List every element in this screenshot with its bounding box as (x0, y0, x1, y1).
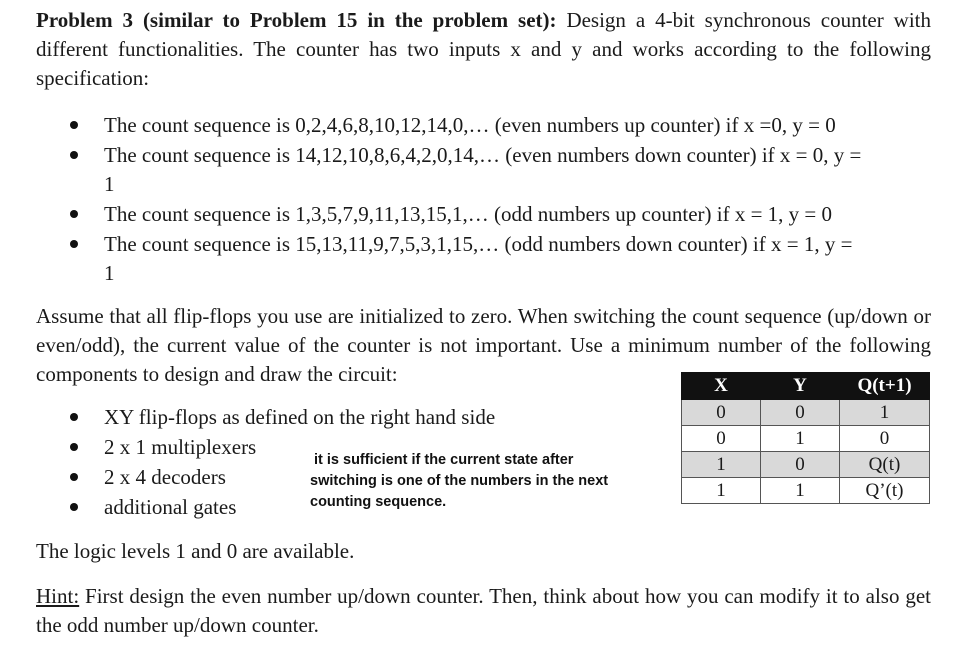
cell-q: Q’(t) (840, 478, 930, 504)
problem-intro (36, 6, 931, 93)
sequence-item-cont: 1 (104, 172, 115, 196)
bullet-icon (70, 151, 78, 159)
hint-paragraph (36, 582, 931, 640)
sequence-item-cont: 1 (104, 261, 115, 285)
table-row (682, 478, 930, 504)
header-y: Y (761, 373, 840, 400)
sequence-item: The count sequence is 1,3,5,7,9,11,13,15,1,… (odd numbers up counter) if x = 1, y = 0 (104, 202, 833, 226)
hint-label: Hint: (36, 584, 80, 608)
table-header-row (682, 373, 930, 400)
problem-intro-text: Design a 4-bit synchronous counter with different functionalities. The counter has two inputs x and y and works according to the following specification: (36, 8, 931, 90)
sequence-item: The count sequence is 15,13,11,9,7,5,3,1,15,… (odd numbers down counter) if x = 1, y = (104, 232, 853, 256)
cell-y: 0 (761, 452, 840, 478)
logic-levels-text: The logic levels 1 and 0 are available. (36, 539, 355, 563)
bullet-icon (70, 473, 78, 481)
bullet-icon (70, 121, 78, 129)
component-item: additional gates (104, 495, 237, 519)
note-line: switching is one of the numbers in the next (310, 473, 609, 489)
cell-y: 1 (761, 478, 840, 504)
hint-text: First design the even number up/down counter. Then, think about how you can modify it to also get the odd number up/down counter. (36, 584, 931, 637)
sequence-item: The count sequence is 0,2,4,6,8,10,12,14,0,… (even numbers up counter) if x =0, y = 0 (104, 113, 836, 137)
cell-q: 0 (840, 426, 930, 452)
cell-y: 0 (761, 400, 840, 426)
annotation-note (310, 450, 608, 513)
bullet-icon (70, 210, 78, 218)
note-line: it is sufficient if the current state after (314, 452, 574, 468)
component-item: XY flip-flops as defined on the right hand side (104, 405, 496, 429)
xy-flipflop-truth-table (681, 372, 930, 504)
component-item: 2 x 4 decoders (104, 465, 226, 489)
header-x: X (682, 373, 761, 400)
cell-x: 1 (682, 478, 761, 504)
component-item: 2 x 1 multiplexers (104, 435, 257, 459)
note-line: counting sequence. (310, 494, 447, 510)
bullet-icon (70, 240, 78, 248)
cell-q: Q(t) (840, 452, 930, 478)
bullet-icon (70, 443, 78, 451)
cell-x: 0 (682, 426, 761, 452)
cell-q: 1 (840, 400, 930, 426)
cell-x: 1 (682, 452, 761, 478)
table-row (682, 452, 930, 478)
problem-heading: Problem 3 (similar to Problem 15 in the problem set): (36, 8, 557, 32)
table-row (682, 426, 930, 452)
assume-paragraph: Assume that all flip-flops you use are initialized to zero. When switching the count sequence (up/down or even/odd), the current value of the counter is not important. Use a minimum number of the following components to design and draw the circuit: (36, 304, 931, 386)
cell-x: 0 (682, 400, 761, 426)
sequence-item: The count sequence is 14,12,10,8,6,4,2,0,14,… (even numbers down counter) if x = 0, y = (104, 143, 862, 167)
cell-y: 1 (761, 426, 840, 452)
header-q-next: Q(t+1) (840, 373, 930, 400)
bullet-icon (70, 503, 78, 511)
table-row (682, 400, 930, 426)
bullet-icon (70, 413, 78, 421)
